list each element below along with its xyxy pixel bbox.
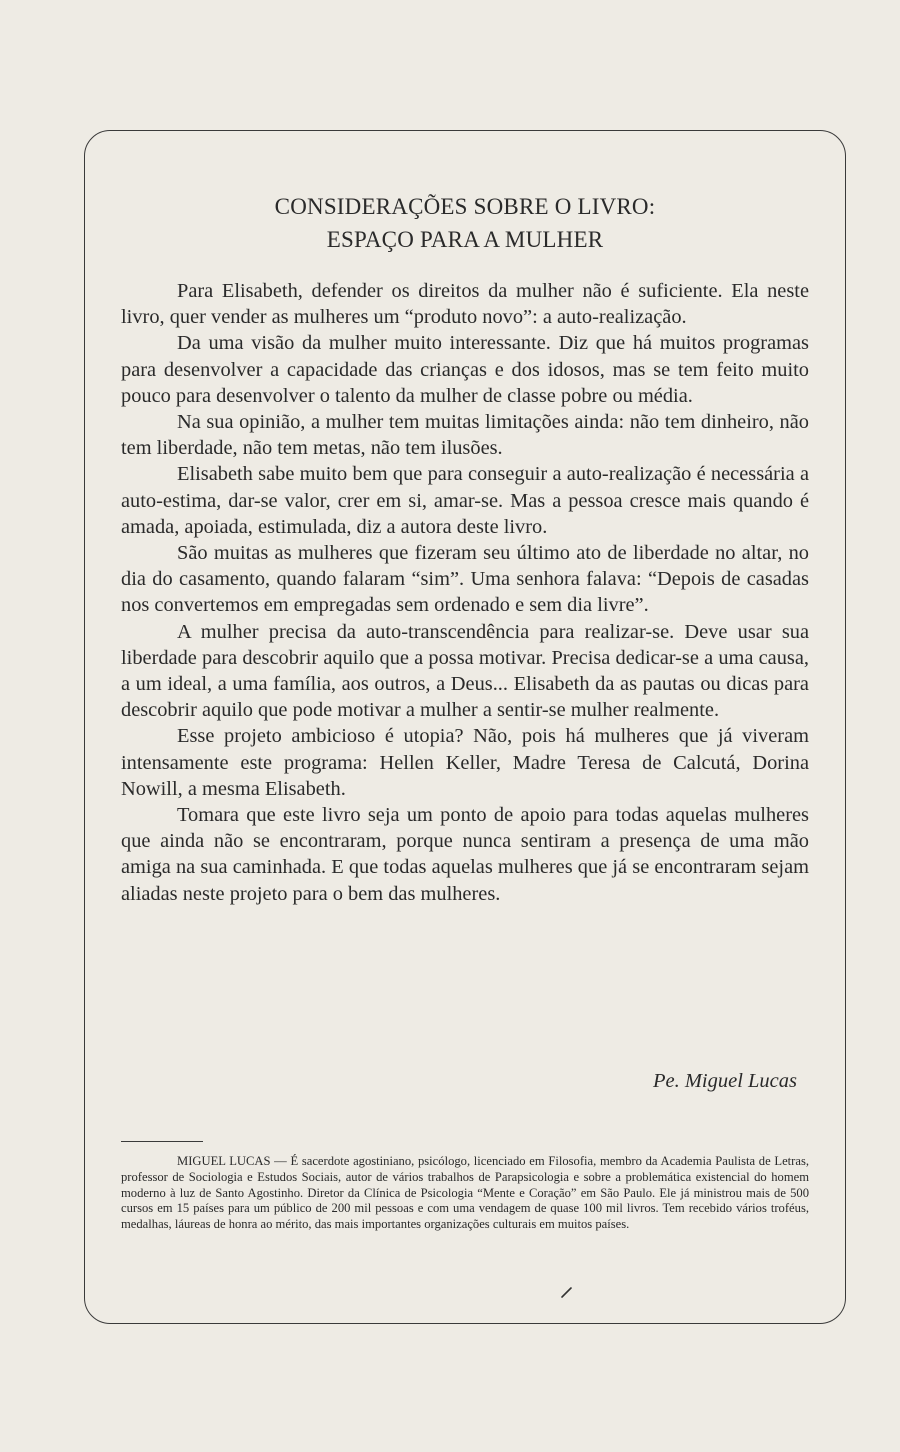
body-text [121, 278, 809, 907]
pen-mark [560, 1285, 574, 1299]
author-footnote: MIGUEL LUCAS — É sacerdote agostiniano, psicólogo, licenciado em Filosofia, membro da Academia Paulista de Letras, professor de Sociologia e Estudos Sociais, autor de vários trabalhos de Parapsicologia e sobre a problemática existencial do homem moderno à luz de Santo Agostinho. Diretor da Clínica de Psicologia “Mente e Coração” em São Paulo. Ele já ministrou mais de 500 cursos em 15 países para um público de 200 mil pessoas e com uma vendagem de quase 100 mil livros. Tem recebido vários troféus, medalhas, láureas de honra ao mérito, das mais importantes organizações culturais em muitos países. [121, 1154, 809, 1232]
paragraph-5: São muitas as mulheres que fizeram seu último ato de liberdade no altar, no dia do casamento, quando falaram “sim”. Uma senhora falava: “Depois de casadas nos convertemos em empregadas sem ordenado e sem dia livre”. [121, 542, 809, 617]
title-line-1: CONSIDERAÇÕES SOBRE O LIVRO: [274, 194, 656, 219]
paragraph-3: Na sua opinião, a mulher tem muitas limitações ainda: não tem dinheiro, não tem liberdade, não tem metas, não tem ilusões. [121, 411, 809, 460]
paragraph-4: Elisabeth sabe muito bem que para conseguir a auto-realização é necessária a auto-estima, dar-se valor, crer em si, amar-se. Mas a pessoa cresce mais quando é amada, apoiada, estimulada, diz a autora deste livro. [121, 463, 809, 538]
paragraph-7: Esse projeto ambicioso é utopia? Não, pois há mulheres que já viveram intensamente este programa: Hellen Keller, Madre Teresa de Calcutá, Dorina Nowill, a mesma Elisabeth. [121, 725, 809, 800]
author-signature: Pe. Miguel Lucas [652, 1070, 797, 1092]
title-line-2: ESPAÇO PARA A MULHER [326, 227, 604, 252]
page-title [84, 190, 846, 256]
footnote-divider [121, 1141, 203, 1142]
paragraph-8: Tomara que este livro seja um ponto de apoio para todas aquelas mulheres que ainda não se encontraram, porque nunca sentiram a presença de uma mão amiga na sua caminhada. E que todas aquelas mulheres que já se encontraram sejam aliadas neste projeto para o bem das mulheres. [121, 804, 809, 905]
paragraph-2: Da uma visão da mulher muito interessante. Diz que há muitos programas para desenvolver a capacidade das crianças e dos idosos, mas se tem feito muito pouco para desenvolver o talento da mulher de classe pobre ou média. [121, 332, 809, 407]
paragraph-1: Para Elisabeth, defender os direitos da mulher não é suficiente. Ela neste livro, quer vender as mulheres um “produto novo”: a auto-realização. [121, 280, 809, 329]
paragraph-6: A mulher precisa da auto-transcendência para realizar-se. Deve usar sua liberdade para descobrir aquilo que a possa motivar. Precisa dedicar-se a uma causa, a um ideal, a uma família, aos outros, a Deus... Elisabeth da as pautas ou dicas para descobrir aquilo que pode motivar a mulher a sentir-se mulher realmente. [121, 620, 809, 722]
